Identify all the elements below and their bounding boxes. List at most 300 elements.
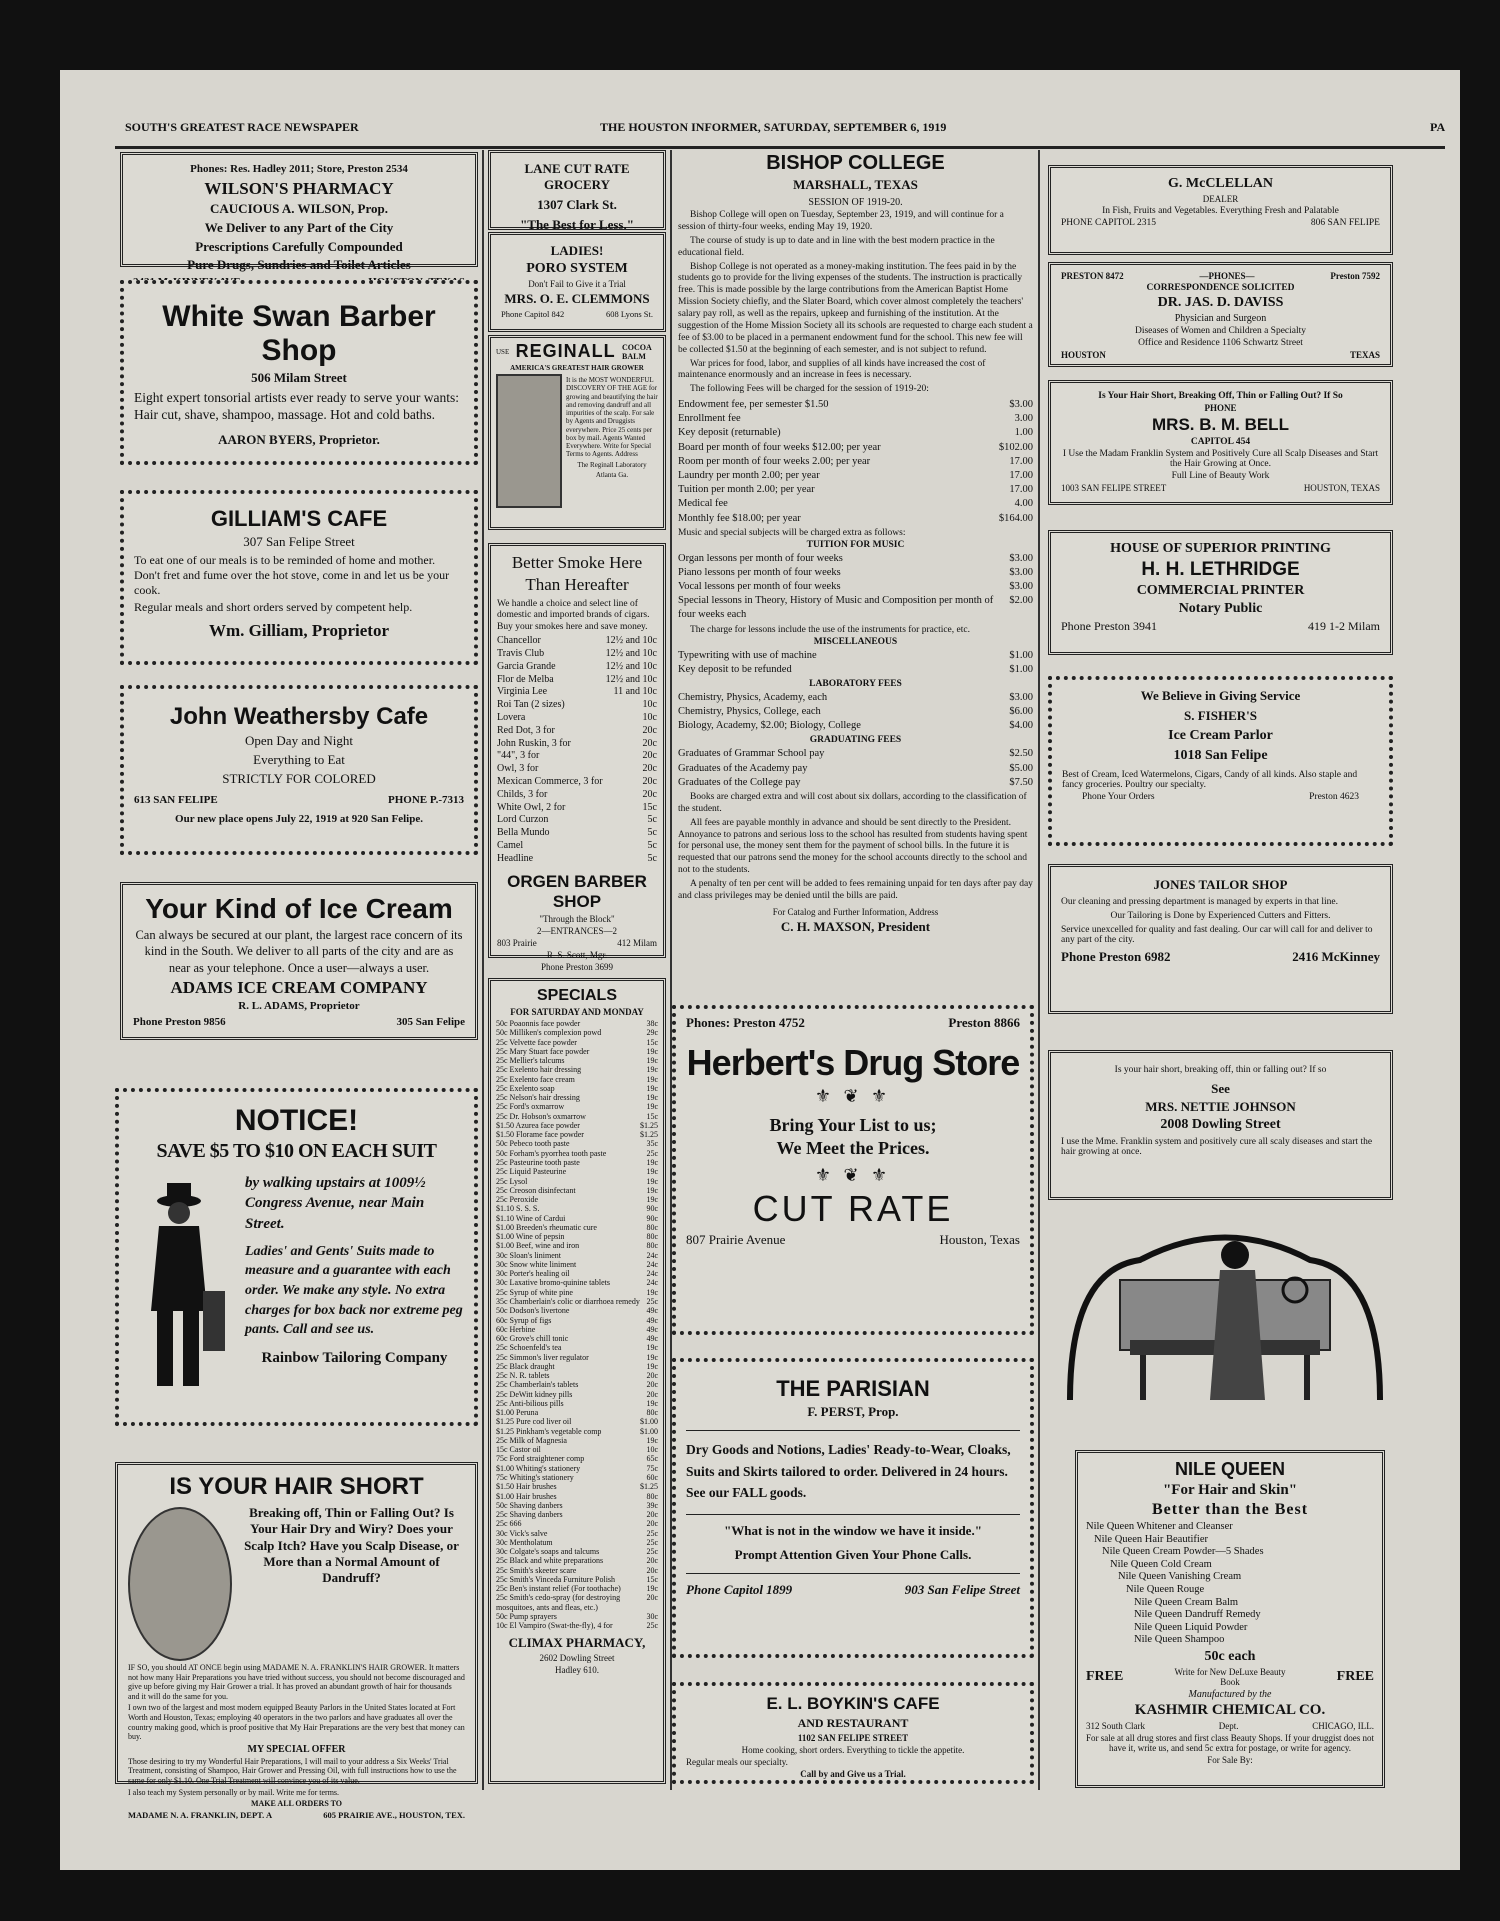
special-item-price: 19c [646,1352,658,1362]
special-item-label: $1.25 Pure cod liver oil [496,1417,572,1427]
special-item [496,1362,658,1371]
ornament-divider-icon: ⚜ ❦ ⚜ [814,1164,892,1185]
bishop-para2: The course of study is up to date and in line with the best modern practice in the educational field. [678,235,995,258]
special-item [496,1399,658,1408]
special-item-price: 19c [646,1287,658,1297]
fee-item-price: 1.00 [1014,427,1033,439]
lethridge-printing-ad [1048,530,1393,655]
mrs-bell-ad [1048,380,1393,505]
bishop-para8: A penalty of ten per cent will be added to fees remaining unpaid for ten days after pay day and class privileges may be denied until the bills are paid. [678,879,1033,901]
boykin-line2: Regular meals our specialty. [686,1757,788,1767]
special-item [496,1538,658,1547]
gilliams-cafe-ad [120,490,478,665]
special-item [496,1556,658,1565]
grad-fee-list [678,747,1033,790]
orgen-entrances: 2—ENTRANCES—2 [536,925,617,936]
special-item [496,1510,658,1519]
wilsons-pharmacy-ad [120,152,478,273]
ice-cream-phone: Phone Preston 9856 [133,1015,226,1028]
nile-better: Better than the Best [1151,1501,1309,1518]
boykin-line1: Home cooking, short orders. Everything to tickle the appetite. [741,1745,965,1755]
special-item [496,1241,658,1250]
special-item-label: 25c Exelento soap [496,1083,555,1093]
fee-item-price: 17.00 [1009,455,1033,467]
fee-item-price: 17.00 [1009,469,1033,481]
jones-line1: Our cleaning and pressing department is managed by experts in that line. [1061,897,1339,907]
special-item-price: 80c [646,1408,658,1418]
bell-phone-label: PHONE [1204,403,1237,413]
cigar-item-label: "44", 3 for [497,750,540,762]
lab-fee-item [678,719,1033,733]
notice-subtitle: SAVE $5 TO $10 ON EACH SUIT [156,1140,437,1162]
notice-line2: Ladies' and Gents' Suits made to measure and a guarantee with each order. We make any style. No extra charges for box back nor extreme peg pants. Call and see us. [245,1243,463,1338]
gilliam-address: 307 San Felipe Street [243,534,355,549]
special-item-price: 20c [646,1519,658,1529]
fee-item-label: Board per month of four weeks $12.00; per year [678,441,881,453]
parisian-phone: Phone Capitol 1899 [686,1581,793,1597]
gilliam-body: To eat one of our meals is to be reminded of home and mother. Don't fret and fume over the hot stove, come in and let us be your cook. [134,552,450,597]
special-item-label: 25c Anti-bilious pills [496,1398,564,1408]
smoke-title2: Than Hereafter [525,575,629,594]
fee-item-label: Room per month of four weeks 2.00; per year [678,455,871,467]
grad-fee-item-label: Graduates of Grammar School pay [678,748,825,760]
music-fee-item [678,552,1033,566]
nile-product-item: Nile Queen Liquid Powder [1134,1621,1248,1633]
nettie-johnson-ad [1048,1050,1393,1200]
grad-fee-item [678,762,1033,776]
poro-address: 608 Lyons St. [606,309,653,319]
special-item-label: 25c Smith's Vinceda Furniture Polish [496,1574,616,1584]
special-item [496,1084,658,1093]
white-swan-address: 506 Milam Street [251,370,347,385]
herberts-drug-ad [672,1005,1034,1335]
special-item [496,1417,658,1426]
lethridge-line2: Notary Public [1178,601,1263,616]
fee-item-price: $3.00 [1009,399,1033,411]
ice-cream-body: Can always be secured at our plant, the largest race concern of its kind in the South. We deliver to all parts of the city and are as near as your telephone. Once a user—always a user. [135,928,463,975]
special-item [496,1464,658,1473]
special-item-label: 30c Sloan's liniment [496,1250,561,1260]
special-item-price: 25c [646,1547,658,1557]
special-item-price: 80c [646,1491,658,1501]
cigar-item-label: Headline [497,852,534,864]
smoke-shop-ad [488,543,666,972]
special-item [496,1353,658,1362]
special-item [496,1371,658,1380]
mcclellan-dealer: DEALER [1202,194,1239,204]
fee-item-label: Key deposit (returnable) [678,427,781,439]
special-item-label: 35c Chamberlain's colic or diarrhoea remedy [496,1296,640,1306]
special-item-price: $1.25 [640,1130,658,1140]
ice-cream-prop: R. L. ADAMS, Proprietor [238,999,360,1012]
special-item-label: 60c Syrup of figs [496,1315,552,1325]
specials-subtitle: FOR SATURDAY AND MONDAY [510,1007,644,1017]
wilsons-phones: Phones: Res. Hadley 2011; Store, Preston 2534 [190,163,408,175]
cigar-item-price: 5c [647,839,657,851]
cigar-item-label: White Owl, 2 for [497,801,566,813]
grad-fee-item-price: $2.50 [1009,748,1033,760]
music-fee-item [678,566,1033,580]
special-item-label: 25c Smith's cedo-spray (for destroying mosquitoes, ants and fleas, etc.) [496,1593,621,1612]
hair-title: IS YOUR HAIR SHORT [169,1473,424,1500]
grad-fee-item [678,776,1033,790]
cigar-item-price: 12½ and 10c [605,647,657,659]
special-item [496,1167,658,1176]
grad-fee-item [678,747,1033,761]
special-item-label: $1.00 Peruna [496,1408,539,1418]
bishop-para7: All fees are payable monthly in advance and should be sent directly to the President. Annoyance to patrons and serious loss to the school has resulted from students having spent for personal use, the money sent them for the payment of school bills. In the future it is requested that our patrons send the money for the school accounts directly to the school and not to the students. [678,817,1028,876]
lane-slogan: "The Best for Less." [520,217,634,232]
reginall-city: Atlanta Ga. [595,470,629,479]
special-item-label: 25c Black draught [496,1361,555,1371]
music-fee-item-label: Piano lessons per month of four weeks [678,566,841,578]
special-item-label: $1.00 Wine of pepsin [496,1232,565,1242]
parisian-ad [672,1358,1034,1658]
fee-item [678,398,1033,412]
music-fee-item-label: Organ lessons per month of four weeks [678,552,843,564]
poro-line3: Don't Fail to Give it a Trial [528,279,626,289]
special-item-price: 19c [646,1185,658,1195]
grad-fee-item-price: $7.50 [1009,776,1033,788]
special-item-label: 25c Mellier's talcums [496,1056,565,1066]
special-item-label: 30c Colgate's soaps and talcums [496,1547,600,1557]
bishop-session: SESSION OF 1919-20. [808,197,903,208]
special-item [496,1436,658,1445]
cigar-item [497,712,657,725]
reginall-lab: The Reginall Laboratory [577,460,647,469]
lab-fee-item-price: $6.00 [1009,706,1033,718]
fee-item-label: Tuition per month 2.00; per year [678,484,815,496]
jones-phone: Phone Preston 6982 [1061,949,1171,964]
grad-fee-item-price: $5.00 [1009,762,1033,774]
bishop-para4: War prices for food, labor, and supplies of all kinds have increased the cost of maintenance enormously and an increase in fees is necessary. [678,358,986,381]
herbert-name: Herbert's Drug Store [686,1041,1020,1083]
nile-queen-ad [1075,1450,1385,1788]
fisher-name: S. FISHER'S [1184,708,1257,723]
special-item-price: 15c [646,1111,658,1121]
wilsons-line2: Prescriptions Carefully Compounded [195,238,403,254]
special-item [496,1612,658,1621]
davis-city: HOUSTON [1061,350,1106,360]
mcclellan-name: G. McCLELLAN [1168,176,1273,191]
header-rule [115,146,1445,149]
special-item [496,1158,658,1167]
fisher-phone-label: Phone Your Orders [1082,792,1155,802]
special-item-price: 19c [646,1102,658,1112]
hair-para3: Those desiring to try my Wonderful Hair Preparations, I will mail to your address a Six Weeks' Trial Treatment, consisting of Shampoo, Hair Grower and Pressing Oil, with full instructions how to use the same for only $1.10. One Trial Treatment will convince you of its value. [128,1756,457,1785]
nile-product-item: Nile Queen Dandruff Remedy [1134,1609,1261,1621]
bell-capitol: CAPITOL 454 [1190,437,1251,447]
special-item-price: 24c [646,1278,658,1288]
misc-fee-item [678,663,1033,677]
orgen-manager: R. S. Scott, Mgr. [546,949,608,960]
special-item-label: 25c Smith's skeeter scare [496,1565,577,1575]
cigar-price-list [497,635,657,865]
cigar-item-price: 12½ and 10c [605,635,657,647]
fee-item-price: 4.00 [1014,498,1033,510]
weathersby-line1: Open Day and Night [245,733,353,748]
boykin-subtitle: AND RESTAURANT [797,1716,909,1730]
special-item-price: 19c [646,1083,658,1093]
fee-item-price: 3.00 [1014,413,1033,425]
bishop-grad-title: GRADUATING FEES [809,735,902,746]
music-fee-item [678,580,1033,594]
nile-product-item: Nile Queen Whitener and Cleanser [1086,1521,1233,1532]
fee-item-label: Laundry per month 2.00; per year [678,469,820,481]
special-item [496,1621,658,1630]
special-item-price: 60c [646,1473,658,1483]
special-item-label: 50c Poaonnis face powder [496,1019,581,1028]
special-item-label: 30c Laxative bromo-quinine tablets [496,1278,610,1288]
special-item-label: 50c Pump sprayers [496,1612,557,1621]
fisher-headline: We Believe in Giving Service [1140,688,1301,703]
special-item [496,1112,658,1121]
special-item-price: 10c [646,1445,658,1455]
special-item-price: 38c [646,1019,658,1028]
poro-line2: PORO SYSTEM [526,261,628,276]
special-item-price: 49c [646,1315,658,1325]
jones-address: 2416 McKinney [1292,949,1380,964]
special-item-price: 19c [646,1343,658,1353]
climax-address: 2602 Dowling Street [539,1652,615,1663]
jones-line3: Service unexcelled for quality and fast dealing. Our car will call for and deliver to any part of the city. [1061,925,1373,945]
herbert-phone2: Preston 8866 [948,1015,1020,1030]
hair-offer: MY SPECIAL OFFER [247,1743,346,1755]
herbert-phone1: Phones: Preston 4752 [686,1015,805,1030]
nile-product-item: Nile Queen Hair Beautifier [1094,1533,1208,1545]
special-item [496,1019,658,1028]
special-item-label: $1.50 Hair brushes [496,1482,557,1492]
special-item-price: 24c [646,1250,658,1260]
nile-address1: 312 South Clark [1086,1720,1146,1731]
special-item-label: 25c Schoenfeld's tea [496,1343,562,1353]
special-item [496,1186,658,1195]
special-item [496,1038,658,1047]
special-item [496,1251,658,1260]
header-center: THE HOUSTON INFORMER, SATURDAY, SEPTEMBER 6, 1919 [600,120,947,134]
fee-list [678,398,1033,526]
hair-para1: IF SO, you should AT ONCE begin using MADAME N. A. FRANKLIN'S HAIR GROWER. It matters not how many Hair Preparations you have tried without success, you should not become discouraged and give up before giving my Hair Grower a trial. It has proved an abundant growth of hair for thousands and it will do the same for you. [128,1663,465,1701]
special-item [496,1454,658,1463]
special-item-price: 20c [646,1510,658,1520]
special-item-price: 90c [646,1213,658,1223]
special-item-price: 49c [646,1334,658,1344]
fee-item [678,483,1033,497]
special-item-label: 25c Black and white preparations [496,1556,604,1566]
cigar-item [497,635,657,648]
header-left: SOUTH'S GREATEST RACE NEWSPAPER [125,120,359,134]
special-item [496,1593,658,1612]
cigar-item [497,776,657,789]
cigar-item-price: 20c [642,763,657,775]
nile-product-item: Nile Queen Cold Cream [1110,1558,1212,1570]
davis-line1: Diseases of Women and Children a Specialty [1134,326,1307,336]
nile-product-list [1086,1521,1374,1647]
bishop-para1: Bishop College will open on Tuesday, September 23, 1919, and will continue for a session of thirty-four weeks, ending May 19, 1920. [678,210,1004,232]
cigar-item [497,827,657,840]
special-item-label: $1.10 S. S. S. [496,1204,540,1214]
special-item-price: 20c [646,1565,658,1575]
cigar-item-label: Camel [497,839,524,851]
nile-manufactured: Manufactured by the [1188,1688,1272,1700]
special-item [496,1288,658,1297]
special-item [496,1102,658,1111]
weathersby-line2: Everything to Eat [253,751,345,767]
bishop-para3: Bishop College is not operated as a money-making institution. The fees paid in by the students go to provide for the living expenses of the students. The instruction is practically free. This is made possible by the large contributions from the American Baptist Home Mission Society chiefly, and the Slater Board, which cover almost completely the teachers' salary pay roll, as well as the repairs, upkeep and furnishing of the institution. At the suggestion of the Home Mission Society all its schools are requested to charge each student a fee of $3.00 to be placed in a permanent endowment fund for the school. This new fee will be collected $1.50 at the beginning of each semester, and is not subject to refund. [678,261,1033,355]
orgen-phone: Phone Preston 3699 [541,961,613,972]
wilsons-line3: Pure Drugs, Sundries and Toilet Articles [187,257,411,273]
special-item-price: $1.25 [640,1482,658,1492]
special-item [496,1492,658,1501]
gilliam-body2: Regular meals and short orders served by competent help. [134,599,413,614]
fee-item-price: 17.00 [1009,484,1033,496]
ice-cream-ad [120,882,478,1040]
hair-make: MAKE ALL ORDERS TO [250,1799,343,1809]
cigar-item-label: Roi Tan (2 sizes) [497,699,565,711]
special-item-price: 20c [646,1380,658,1390]
reginall-portrait-image [496,374,562,508]
special-item [496,1445,658,1454]
special-item [496,1334,658,1343]
music-fee-item-label: Special lessons in Theory, History of Music and Composition per month of four weeks each [678,595,994,621]
special-item-label: 25c Simmon's liver regulator [496,1352,589,1362]
cigar-item [497,725,657,738]
special-item [496,1232,658,1241]
davis-line2: Office and Residence 1106 Schwartz Street [1138,338,1303,348]
special-item-price: 80c [646,1241,658,1251]
reginall-body: It is the MOST WONDERFUL DISCOVERY OF THE AGE for growing and beautifying the hair and removing dandruff and all impurities of the scalp. For sale by Agents and Druggists everywhere. Price 25 cents per box by mail. Agents Wanted Everywhere. Write for Special Terms to Agents. Address [566,376,658,459]
special-item-label: $1.00 Whiting's stationery [496,1463,581,1473]
special-item-price: 35c [646,1139,658,1149]
cigar-item [497,686,657,699]
cigar-item-price: 20c [642,724,657,736]
special-item-price: 25c [646,1537,658,1547]
herbert-line1: Bring Your List to us; [769,1114,937,1135]
cigar-item-label: Flor de Melba [497,673,554,685]
special-item [496,1408,658,1417]
special-item-label: 25c Creoson disinfectant [496,1185,576,1195]
cigar-item-price: 20c [642,788,657,800]
poro-phone: Phone Capitol 842 [501,309,565,319]
special-item [496,1547,658,1556]
bishop-catalog: For Catalog and Further Information, Address [772,906,939,917]
misc-fee-item-label: Key deposit to be refunded [678,663,792,675]
poro-name: MRS. O. E. CLEMMONS [504,291,650,306]
special-item-label: 25c Velvette face powder [496,1037,577,1047]
special-item [496,1139,658,1148]
jones-tailor-ad [1048,864,1393,1014]
nile-product-item: Nile Queen Cream Powder—5 Shades [1102,1546,1264,1558]
hair-addr2: 605 PRAIRIE AVE., HOUSTON, TEX. [323,1810,465,1821]
bishop-college-article [678,150,1033,980]
ice-cream-company: ADAMS ICE CREAM COMPANY [170,977,428,997]
fee-item [678,426,1033,440]
bell-address: 1003 SAN FELIPE STREET [1061,483,1167,493]
lethridge-phone: Phone Preston 3941 [1061,619,1157,633]
cigar-item-price: 5c [647,827,657,839]
special-item-price: 19c [646,1167,658,1177]
cigar-item [497,661,657,674]
jones-name: JONES TAILOR SHOP [1153,877,1288,892]
lethridge-house: HOUSE OF SUPERIOR PRINTING [1110,541,1331,556]
hair-addr1: MADAME N. A. FRANKLIN, DEPT. A [128,1810,273,1821]
weathersby-line3: STRICTLY FOR COLORED [222,770,376,786]
gilliam-name: GILLIAM'S CAFE [210,506,388,531]
special-item-label: 30c Snow white liniment [496,1259,577,1269]
bell-line2: Full Line of Beauty Work [1171,471,1270,481]
davis-state: TEXAS [1349,350,1380,360]
johnson-question: Is your hair short, breaking off, thin or falling out? If so [1114,1065,1327,1075]
special-item [496,1566,658,1575]
nile-queen-illustration [1060,1220,1390,1405]
special-item-price: 15c [646,1574,658,1584]
nile-company: KASHMIR CHEMICAL CO. [1134,1701,1326,1718]
woman-portrait-image [128,1507,232,1661]
ornament-divider-icon: ⚜ ❦ ⚜ [814,1085,892,1106]
lane-name: LANE CUT RATE GROCERY [524,161,630,192]
special-item-label: 25c 666 [496,1519,522,1529]
cigar-item-price: 5c [647,814,657,826]
special-item-price: 24c [646,1259,658,1269]
special-item [496,1584,658,1593]
weathersby-phone: PHONE P.-7313 [388,793,464,806]
special-item-label: 25c Ben's instant relief (For toothache) [496,1584,621,1594]
white-swan-body: Eight expert tonsorial artists ever ready to serve your wants: Hair cut, shave, shampoo, massage. Hot and cold baths. [134,389,460,423]
special-item-price: 19c [646,1093,658,1103]
special-item [496,1149,658,1158]
special-item [496,1075,658,1084]
special-item-price: 49c [646,1306,658,1316]
special-item-label: 50c Forham's pyorrhea tooth paste [496,1148,607,1158]
special-item-label: $1.00 Breeden's rheumatic cure [496,1222,597,1232]
cigar-item [497,853,657,866]
special-item [496,1380,658,1389]
bell-question: Is Your Hair Short, Breaking Off, Thin or Falling Out? If So [1098,391,1343,401]
fee-item-price: $164.00 [998,512,1033,524]
column-rule-3 [1038,150,1040,1790]
special-item-label: 25c N. R. tablets [496,1371,550,1381]
lethridge-name: H. H. LETHRIDGE [1141,559,1300,580]
misc-fee-item-price: $1.00 [1009,649,1033,661]
cigar-item [497,699,657,712]
davis-phones-label: —PHONES— [1199,271,1255,281]
special-item-price: 19c [646,1176,658,1186]
special-item-price: 80c [646,1222,658,1232]
special-item-price: 30c [646,1612,658,1621]
weathersby-name: John Weathersby Cafe [169,703,429,730]
bishop-title: BISHOP COLLEGE [766,152,945,174]
special-item [496,1306,658,1315]
special-item-label: 50c Dodson's livertone [496,1306,570,1316]
cigar-item-label: Chancellor [497,635,541,647]
reginall-tagline: AMERICA'S GREATEST HAIR GROWER [510,364,644,372]
cigar-item [497,802,657,815]
bell-line1: I Use the Madam Franklin System and Positively Cure all Scalp Diseases and Start the Hair Growing at Once. [1062,449,1379,469]
special-item-label: $1.00 Hair brushes [496,1491,557,1501]
special-item [496,1529,658,1538]
special-item-label: 10c El Vampiro (Swat-the-fly), 4 for [496,1621,613,1631]
cigar-item-label: Lovera [497,711,526,723]
cigar-item-label: Travis Club [497,647,545,659]
music-fee-item-label: Vocal lessons per month of four weeks [678,581,841,593]
notice-line1: by walking upstairs at 1009½ Congress Avenue, near Main Street. [245,1175,426,1232]
special-item [496,1473,658,1482]
special-item-price: 20c [646,1389,658,1399]
lane-grocery-ad [488,150,666,230]
fee-item [678,441,1033,455]
herbert-address: 807 Prairie Avenue [686,1231,786,1247]
ice-cream-address: 305 San Felipe [396,1015,465,1028]
